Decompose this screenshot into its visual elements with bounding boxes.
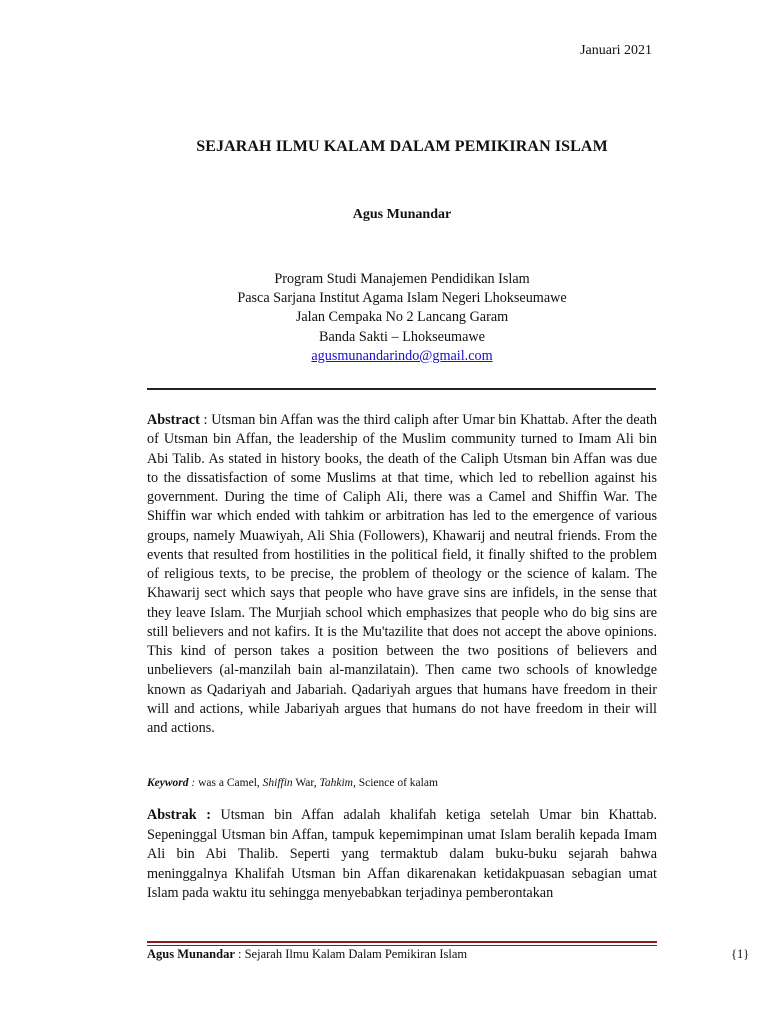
- keyword-label: Keyword: [147, 777, 189, 789]
- running-footer: [147, 947, 752, 962]
- abstrak-text: Utsman bin Affan adalah khalifah ketiga setelah Umar bin Khattab. Sepeninggal Utsman bin Affan, tampuk kepemimpinan umat Islam beralih kepada Imam Ali bin Abi Thalib. Seperti yang termaktub dalam buku-buku sejarah bahwa meninggalnya Khalifah Utsman bin Affan dikarenakan ketidakpuasan sebagian umat Islam pada waktu itu sehingga menyebabkan terjadinya pemberontakan: [147, 807, 657, 902]
- footer-author: Agus Munandar: [147, 947, 235, 961]
- paper-author: Agus Munandar: [352, 207, 452, 222]
- keywords-line: [147, 777, 657, 789]
- abstract-indonesian: [147, 806, 657, 904]
- abstract-text: Utsman bin Affan was the third caliph after Umar bin Khattab. After the death of Utsman bin Affan, the leadership of the Muslim community turned to Imam Ali bin Abi Talib. As stated in history books, the death of the Caliph Utsman bin Affan was due to the dissatisfaction of some Muslims at that time, which led to rebellion against his government. During the time of Caliph Ali, there was a Camel and Shiffin War. The Shiffin war which ended with tahkim or arbitration has led to the emergence of various groups, namely Muawiyah, Ali Shia (Followers), Khawarij and neutral friends. From the events that resulted from hostilities in the political field, it finally shifted to the problem of religious texts, to be precise, the problem of theology or the science of kalam. The Khawarij sect which says that people who have grave sins are infidels, in the sense that they leave Islam. The Murjiah school which emphasizes that people who do big sins are still believers and not kafirs. It is the Mu'tazilite that does not accept the above opinions. This kind of person takes a position between the two positions of believers and unbelievers (al-manzilah bain al-manzilatain). Then came two schools of knowledge known as Qadariyah and Jabariah. Qadariyah argues that humans have freedom in their will and actions, while Jabariyah argues that humans do not have freedom in their will and actions.: [147, 412, 658, 736]
- affiliation-line: Pasca Sarjana Institut Agama Islam Negeri Lhokseumawe: [237, 290, 567, 307]
- affiliation-line: Jalan Cempaka No 2 Lancang Garam: [295, 309, 509, 326]
- keyword-text: War,: [292, 777, 320, 789]
- paper-title: SEJARAH ILMU KALAM DALAM PEMIKIRAN ISLAM: [196, 138, 608, 155]
- page-number: {1}: [731, 947, 750, 961]
- footer-title: Sejarah Ilmu Kalam Dalam Pemikiran Islam: [244, 947, 468, 961]
- keyword-text: Tahkim,: [319, 777, 356, 789]
- abstrak-label: Abstrak :: [147, 807, 211, 823]
- keyword-text: was a Camel,: [198, 777, 263, 789]
- header-divider: [147, 388, 656, 390]
- affiliation-block: [0, 270, 768, 366]
- footer-divider: [147, 941, 657, 943]
- footer-divider-thin: [147, 945, 657, 946]
- abstract-english: [147, 411, 657, 738]
- affiliation-line: Program Studi Manajemen Pendidikan Islam: [274, 271, 530, 287]
- affiliation-line: Banda Sakti – Lhokseumawe: [319, 328, 485, 345]
- header-date: Januari 2021: [580, 43, 652, 58]
- abstract-separator: :: [199, 412, 212, 428]
- footer-separator: :: [234, 947, 245, 961]
- keyword-separator: :: [188, 777, 199, 789]
- keyword-text: Shiffin: [262, 777, 293, 789]
- keyword-text: Science of kalam: [355, 777, 438, 789]
- abstract-label: Abstract: [147, 412, 200, 428]
- email-link[interactable]: agusmunandarindo@gmail.com: [311, 347, 493, 364]
